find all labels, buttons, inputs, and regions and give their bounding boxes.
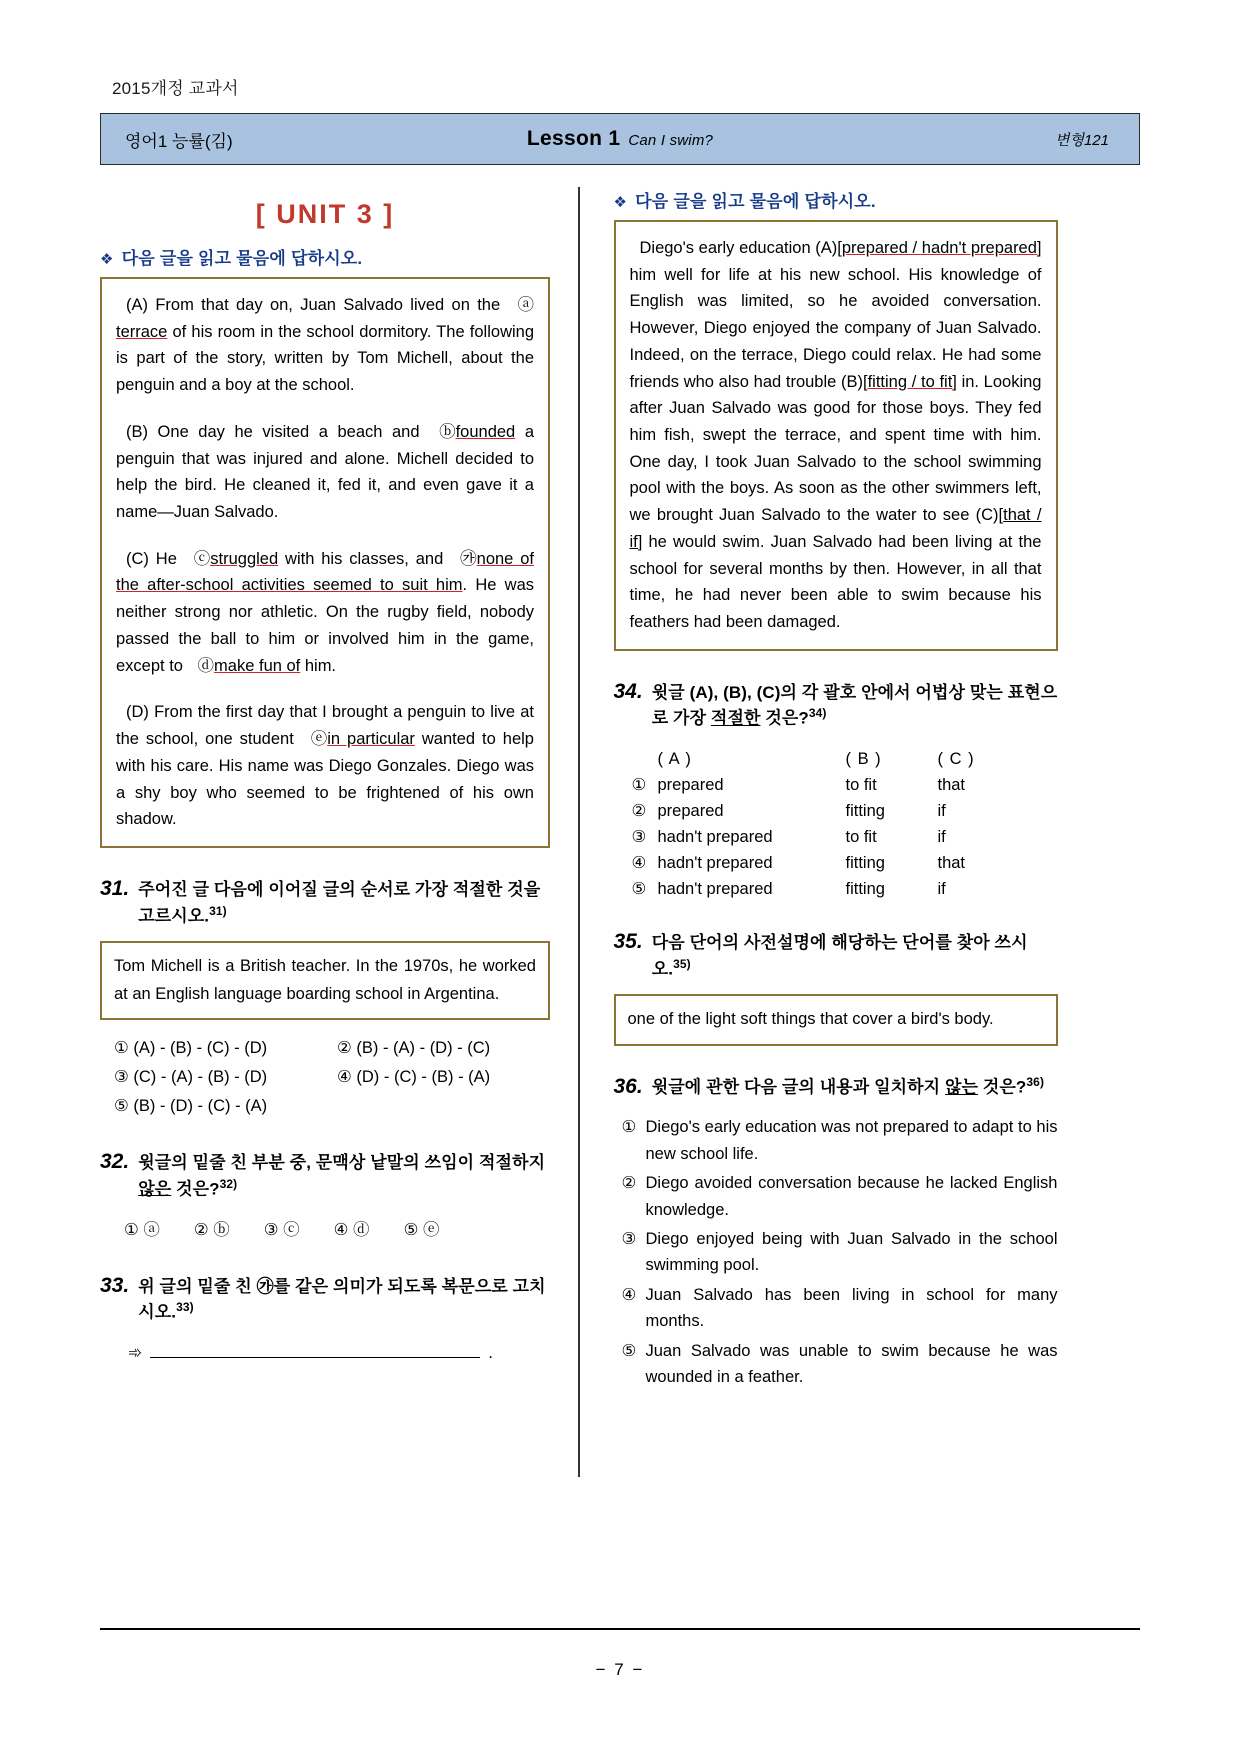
question-31-number: 31. — [100, 876, 130, 900]
right-passage-choice-b: fitting / to fit] — [867, 372, 957, 391]
choice-value-a: hadn't prepared — [657, 880, 773, 899]
question-34-choice-2[interactable] — [632, 800, 1058, 823]
question-36-number: 36. — [613, 1074, 643, 1098]
choice-value-c: that — [937, 775, 966, 794]
question-32-choice-1[interactable]: ① ⓐ — [124, 1220, 160, 1239]
question-32-text — [138, 1151, 550, 1202]
diamond-bullet-icon: ❖ — [100, 251, 114, 268]
marker-d-icon: ⓓ — [197, 656, 215, 675]
question-34-text — [652, 681, 1058, 732]
question-34-header-a: ( A ) — [657, 749, 692, 768]
question-32-head — [100, 1147, 550, 1202]
document-kicker: 2015개정 교과서 — [112, 79, 239, 98]
choice-value-a: prepared — [657, 801, 724, 820]
marker-c-icon: ⓒ — [193, 549, 211, 568]
diamond-bullet-icon: ❖ — [613, 194, 628, 211]
question-36-choice-5[interactable] — [622, 1338, 1058, 1391]
passage-c-underline: struggled — [210, 549, 279, 568]
choice-marker: ③ — [631, 828, 647, 846]
lesson-title-main: Lesson 1 — [526, 127, 621, 150]
passage-c-text2: with his classes, and — [278, 549, 451, 568]
question-34-prompt2: 것은? — [760, 709, 809, 729]
question-33-number: 33. — [100, 1273, 130, 1297]
question-34-choice-table — [614, 748, 1058, 902]
question-34-head — [614, 677, 1058, 732]
choice-value-a: prepared — [657, 775, 724, 794]
passage-c-underline3: make fun of — [214, 656, 301, 675]
passage-b-underline: founded — [455, 422, 516, 441]
passage-c-underline2: none of the after-school activities seemed to suit him — [116, 549, 534, 595]
choice-value-c: if — [937, 828, 946, 846]
question-31-text — [138, 878, 550, 929]
question-35-definition-box: one of the light soft things that cover a bird's body. — [614, 994, 1058, 1046]
marker-e-icon: ⓔ — [310, 730, 328, 749]
variant-label: 변형121 — [1054, 131, 1109, 149]
right-passage-box — [614, 220, 1058, 651]
left-instruction — [100, 244, 550, 269]
question-34-choice-1[interactable] — [632, 774, 1058, 797]
choice-value-c: if — [937, 880, 946, 899]
question-36-prompt2: 것은? — [978, 1077, 1027, 1097]
question-35-text — [652, 931, 1058, 982]
question-32-prompt2: 것은? — [171, 1179, 220, 1199]
passage-paragraph-a — [116, 292, 534, 399]
question-31-choice-grid — [114, 1034, 550, 1121]
choice-value-b: fitting — [845, 880, 885, 899]
passage-b-text1: (B) One day he visited a beach and — [126, 422, 430, 441]
book-label: 영어1 능률(김) — [125, 131, 233, 151]
choice-text: Juan Salvado was unable to swim because he was wounded in a feather. — [645, 1341, 1058, 1386]
question-35-head — [614, 927, 1058, 982]
unit-heading: [ UNIT 3 ] — [255, 199, 395, 229]
passage-a-underline: terrace — [116, 322, 168, 341]
question-31-choice-2[interactable]: ② (B) - (A) - (D) - (C) — [337, 1039, 491, 1058]
choice-marker: ④ — [621, 1285, 637, 1304]
question-31-choice-1[interactable]: ① (A) - (B) - (C) - (D) — [114, 1039, 268, 1058]
passage-a-text1: (A) From that day on, Juan Salvado lived on the — [126, 296, 508, 314]
question-36-choice-1[interactable] — [622, 1114, 1058, 1167]
left-passage-box — [100, 277, 550, 848]
question-32 — [100, 1147, 550, 1245]
question-32-footnote: 32) — [219, 1176, 238, 1191]
question-31-given-box: Tom Michell is a British teacher. In the 1970s, he worked at an English language boarding school in Argentina. — [100, 941, 550, 1020]
right-passage-text2: him well for life at his new school. His knowledge of English was limited, so he avoided conversation. However, Diego enjoyed the company of Juan Salvado. Indeed, on the terrace, Diego could relax. He had some friends who also had trouble (B)[ — [629, 265, 1042, 391]
choice-value-b: fitting — [845, 854, 885, 873]
question-32-choice-4[interactable]: ④ ⓓ — [333, 1220, 370, 1239]
choice-marker: ② — [621, 1174, 637, 1193]
right-passage-paragraph — [630, 235, 1042, 636]
footer-divider — [100, 1628, 1140, 1630]
right-column — [588, 187, 1058, 1477]
choice-value-a: hadn't prepared — [657, 828, 773, 846]
answer-arrow-icon: ➾ — [128, 1342, 143, 1362]
passage-paragraph-c — [116, 546, 534, 680]
question-32-number: 32. — [100, 1149, 130, 1173]
question-34 — [614, 677, 1058, 902]
question-36-text — [652, 1074, 1058, 1100]
question-36-prompt1: 윗글에 관한 다음 글의 내용과 일치하지 — [651, 1077, 945, 1097]
page-number: − 7 − — [595, 1660, 645, 1679]
question-35-footnote: 35) — [673, 956, 691, 971]
choice-value-b: to fit — [845, 828, 877, 846]
question-36-choice-4[interactable] — [622, 1282, 1058, 1335]
right-instruction-text: 다음 글을 읽고 물음에 답하시오. — [635, 192, 876, 211]
question-36-choice-3[interactable] — [622, 1226, 1058, 1279]
question-31-head — [100, 874, 550, 929]
question-31-choice-4[interactable]: ④ (D) - (C) - (B) - (A) — [337, 1068, 491, 1087]
question-36-footnote: 36) — [1026, 1075, 1045, 1090]
question-34-prompt-underlined: 적절한 — [710, 709, 761, 729]
choice-value-b: to fit — [845, 775, 877, 794]
question-34-header-b: ( B ) — [845, 749, 882, 768]
choice-marker: ① — [621, 1118, 637, 1137]
question-33-text — [138, 1275, 550, 1326]
choice-marker: ③ — [621, 1229, 637, 1248]
left-instruction-text: 다음 글을 읽고 물음에 답하시오. — [121, 249, 363, 268]
question-32-choice-2[interactable]: ② ⓑ — [193, 1220, 230, 1239]
choice-marker: ② — [631, 801, 647, 820]
question-31-prompt: 주어진 글 다음에 이어질 글의 순서로 가장 적절한 것을 고르시오. — [138, 879, 541, 926]
question-31-choice-3[interactable]: ③ (C) - (A) - (B) - (D) — [114, 1068, 268, 1087]
question-34-choice-4[interactable] — [632, 852, 1058, 875]
question-34-header-row — [632, 748, 1058, 771]
passage-b-text2: a penguin that was injured and alone. Michell decided to help the bird. He cleaned it, fed it, and even gave it a name—Juan Salvado. — [116, 422, 534, 522]
passage-c-text4: him. — [300, 656, 337, 675]
question-35-prompt: 다음 단어의 사전설명에 해당하는 단어를 찾아 쓰시오. — [651, 933, 1028, 979]
question-33-head — [100, 1271, 550, 1326]
question-33-prompt1: 위 글의 밑줄 친 — [138, 1276, 257, 1296]
choice-value-b: fitting — [845, 801, 885, 820]
passage-d-underline: in particular — [327, 730, 415, 749]
passage-paragraph-d — [116, 699, 534, 833]
choice-marker: ⑤ — [631, 880, 647, 899]
question-36 — [614, 1072, 1058, 1390]
answer-blank-field[interactable] — [150, 1342, 480, 1358]
question-32-prompt1: 윗글의 밑줄 친 부분 중, 문맥상 낱말의 쓰임이 적절하지 — [138, 1152, 546, 1172]
right-passage-text4: he would swim. Juan Salvado had been living at the school for several months by then. However, in all that time, he had never been able to swim because his feathers had been damaged. — [629, 532, 1042, 632]
passage-c-text3: . He was neither strong nor athletic. On the rugby field, nobody passed the ball to him or involved him in the game, except to — [116, 576, 534, 675]
passage-paragraph-b — [116, 419, 534, 526]
question-34-prompt1: 윗글 (A), (B), (C)의 각 괄호 안에서 어법상 맞는 표현으로 가장 — [651, 682, 1058, 729]
question-31-choices — [100, 1034, 550, 1121]
question-34-number: 34. — [613, 679, 643, 703]
title-bar — [100, 113, 1140, 165]
passage-d-text2: wanted to help with his care. His name was Diego Gonzales. Diego was a shy boy who seemed to be frightened of his own shadow. — [116, 730, 534, 829]
question-31-choice-5[interactable]: ⑤ (B) - (D) - (C) - (A) — [114, 1097, 268, 1116]
marker-ga-icon: ㉮ — [460, 549, 477, 568]
question-35-number: 35. — [613, 930, 643, 954]
passage-a-text2: of his room in the school dormitory. The following is part of the story, written by Tom Michell, about the penguin and a boy at the school. — [116, 322, 534, 395]
question-34-choice-3[interactable] — [632, 826, 1058, 849]
question-36-choices — [614, 1114, 1058, 1390]
passage-d-text1: (D) From the first day that I brought a penguin to live at the school, one student — [116, 703, 534, 749]
question-32-prompt-underlined: 않은 — [138, 1179, 172, 1199]
question-31 — [100, 874, 550, 1121]
question-36-head — [614, 1072, 1058, 1102]
column-divider — [578, 187, 580, 1477]
question-31-footnote: 31) — [209, 903, 227, 918]
question-34-header-c: ( C ) — [937, 749, 975, 768]
question-32-choice-5[interactable]: ⑤ ⓔ — [403, 1220, 440, 1239]
choice-value-c: if — [937, 801, 946, 820]
right-passage-text1: Diego's early education (A)[ — [639, 239, 842, 257]
choice-marker: ④ — [631, 854, 647, 873]
question-32-choice-row — [114, 1216, 550, 1245]
choice-value-a: hadn't prepared — [657, 854, 773, 873]
question-33-footnote: 33) — [176, 1300, 194, 1315]
marker-b-icon: ⓑ — [439, 422, 456, 441]
question-32-choice-3[interactable]: ③ ⓒ — [263, 1220, 300, 1239]
choice-text: Diego avoided conversation because he lacked English knowledge. — [645, 1174, 1058, 1219]
question-33-prompt2: 를 같은 의미가 되도록 복문으로 고치시오. — [138, 1276, 546, 1323]
two-column-body — [100, 187, 1140, 1477]
lesson-title — [101, 127, 1139, 151]
question-34-footnote: 34) — [808, 706, 827, 721]
choice-marker: ① — [631, 775, 647, 794]
right-instruction — [614, 187, 1058, 212]
answer-period: . — [488, 1342, 493, 1362]
question-32-choices — [100, 1216, 550, 1245]
right-passage-choice-a: prepared / hadn't prepared] — [841, 239, 1042, 257]
left-column — [100, 187, 570, 1477]
question-36-choice-2[interactable] — [622, 1170, 1058, 1223]
right-passage-text3: in. Looking after Juan Salvado was good for those boys. They fed him fish, swept the terrace, and spent time with him. One day, I took Juan Salvado to the school swimming pool with the boys. As soon as the other swimmers left, we brought Juan Salvado to the water to see (C)[ — [629, 372, 1042, 525]
lesson-subtitle: Can I swim? — [628, 132, 714, 149]
question-35 — [614, 927, 1058, 1046]
question-33 — [100, 1271, 550, 1363]
passage-c-text1: (C) He — [126, 549, 184, 568]
choice-text: Diego enjoyed being with Juan Salvado in the school swimming pool. — [645, 1229, 1058, 1275]
choice-value-c: that — [937, 854, 966, 873]
right-passage-choice-c: that / if] — [629, 506, 1042, 551]
question-33-marker-ga-icon: ㉮ — [256, 1276, 274, 1296]
question-36-prompt-underlined: 않는 — [945, 1077, 979, 1097]
question-33-answer-line[interactable] — [100, 1342, 550, 1363]
choice-marker: ⑤ — [621, 1341, 637, 1360]
choice-text: Juan Salvado has been living in school for many months. — [645, 1285, 1058, 1331]
choice-text: Diego's early education was not prepared to adapt to his new school life. — [645, 1118, 1058, 1163]
question-34-header-spacer — [632, 748, 658, 771]
marker-a-icon: ⓐ — [517, 296, 534, 314]
question-34-choice-5[interactable] — [632, 878, 1058, 901]
